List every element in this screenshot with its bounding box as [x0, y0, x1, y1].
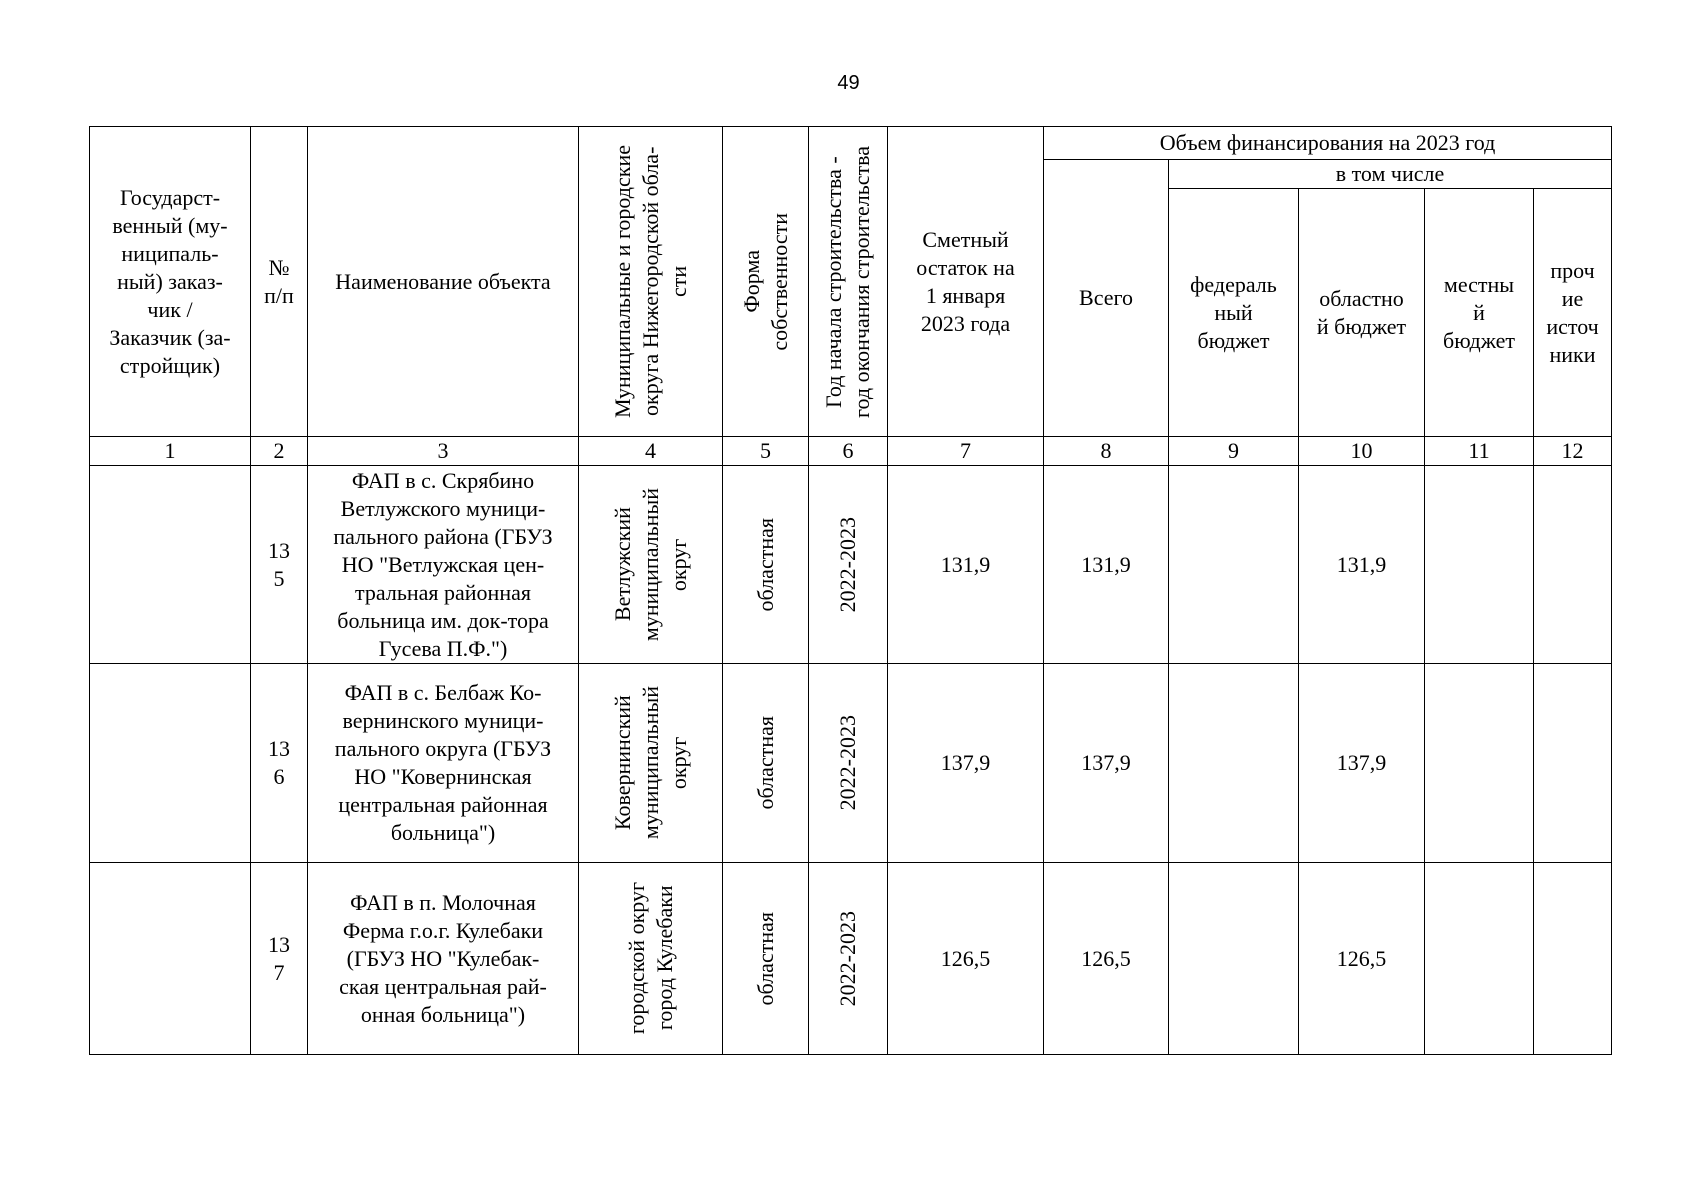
cell-federal — [1169, 863, 1299, 1055]
page-number: 49 — [837, 72, 860, 94]
header-federal: федераль ный бюджет — [1169, 189, 1299, 437]
cell-ownership: областная — [752, 517, 778, 612]
cell-estimate: 126,5 — [888, 863, 1044, 1055]
cell-years-wrap — [809, 863, 888, 1055]
cell-regional: 131,9 — [1299, 466, 1425, 664]
column-number: 11 — [1425, 437, 1534, 466]
cell-object-name: ФАП в с. Белбаж Ко- вернинского муници- пального округа (ГБУЗ НО "Ковернинская центральная районная больница") — [308, 664, 579, 863]
column-number: 2 — [251, 437, 308, 466]
cell-municipality-wrap — [579, 863, 723, 1055]
header-ownership-cell — [723, 127, 809, 437]
cell-total: 126,5 — [1044, 863, 1169, 1055]
cell-number: 13 5 — [251, 466, 308, 664]
header-years: Год начала строительства - год окончания строительства — [821, 145, 874, 418]
column-number: 7 — [888, 437, 1044, 466]
cell-ownership-wrap — [723, 664, 809, 863]
column-number: 8 — [1044, 437, 1169, 466]
cell-years-wrap — [809, 466, 888, 664]
cell-regional: 137,9 — [1299, 664, 1425, 863]
cell-ownership-wrap — [723, 863, 809, 1055]
column-number: 10 — [1299, 437, 1425, 466]
financing-table — [89, 126, 1612, 1055]
cell-municipality: Ковернинский муниципальный округ — [609, 686, 691, 840]
table-row — [90, 863, 1612, 1055]
cell-ownership: областная — [752, 911, 778, 1006]
header-years-cell — [809, 127, 888, 437]
header-municipality: Муниципальные и городские округа Нижегородской обла- сти — [609, 145, 691, 418]
header-municipality-cell — [579, 127, 723, 437]
cell-total: 137,9 — [1044, 664, 1169, 863]
cell-local — [1425, 664, 1534, 863]
column-numbers-row — [90, 437, 1612, 466]
cell-object-name: ФАП в п. Молочная Ферма г.о.г. Кулебаки (ГБУЗ НО "Кулебак- ская центральная рай- онная больница") — [308, 863, 579, 1055]
cell-other — [1534, 664, 1612, 863]
header-other: проч ие источ ники — [1534, 189, 1612, 437]
cell-municipality-wrap — [579, 664, 723, 863]
cell-customer — [90, 466, 251, 664]
column-number: 3 — [308, 437, 579, 466]
cell-years: 2022-2023 — [835, 516, 860, 613]
table-row — [90, 664, 1612, 863]
cell-federal — [1169, 664, 1299, 863]
column-number: 9 — [1169, 437, 1299, 466]
column-number: 5 — [723, 437, 809, 466]
table-row — [90, 466, 1612, 664]
cell-number: 13 7 — [251, 863, 308, 1055]
cell-local — [1425, 863, 1534, 1055]
cell-other — [1534, 466, 1612, 664]
header-including: в том числе — [1169, 160, 1612, 189]
column-number: 6 — [809, 437, 888, 466]
column-number: 4 — [579, 437, 723, 466]
cell-ownership-wrap — [723, 466, 809, 664]
header-funding-group: Объем финансирования на 2023 год — [1044, 127, 1612, 160]
header-ownership: Форма собственности — [738, 212, 792, 351]
header-customer: Государст- венный (му- ниципаль- ный) заказ- чик / Заказчик (за- стройщик) — [90, 127, 251, 437]
header-local: местны й бюджет — [1425, 189, 1534, 437]
cell-object-name: ФАП в с. Скрябино Ветлужского муници- пального района (ГБУЗ НО "Ветлужская цен- тральная районная больница им. док-тора Гусева П.Ф.") — [308, 466, 579, 664]
cell-municipality: Ветлужский муниципальный округ — [609, 487, 691, 642]
cell-customer — [90, 863, 251, 1055]
cell-municipality: городской округ город Кулебаки — [623, 882, 677, 1035]
cell-customer — [90, 664, 251, 863]
cell-municipality-wrap — [579, 466, 723, 664]
cell-estimate: 131,9 — [888, 466, 1044, 664]
cell-years-wrap — [809, 664, 888, 863]
header-regional: областно й бюджет — [1299, 189, 1425, 437]
cell-federal — [1169, 466, 1299, 664]
header-object-name: Наименование объекта — [308, 127, 579, 437]
cell-years: 2022-2023 — [835, 715, 860, 811]
cell-ownership: областная — [752, 716, 778, 810]
cell-regional: 126,5 — [1299, 863, 1425, 1055]
cell-local — [1425, 466, 1534, 664]
header-estimate: Сметный остаток на 1 января 2023 года — [888, 127, 1044, 437]
cell-years: 2022-2023 — [835, 910, 860, 1007]
cell-other — [1534, 863, 1612, 1055]
cell-total: 131,9 — [1044, 466, 1169, 664]
cell-estimate: 137,9 — [888, 664, 1044, 863]
header-total: Всего — [1044, 160, 1169, 437]
column-number: 1 — [90, 437, 251, 466]
cell-number: 13 6 — [251, 664, 308, 863]
header-number: № п/п — [251, 127, 308, 437]
column-number: 12 — [1534, 437, 1612, 466]
